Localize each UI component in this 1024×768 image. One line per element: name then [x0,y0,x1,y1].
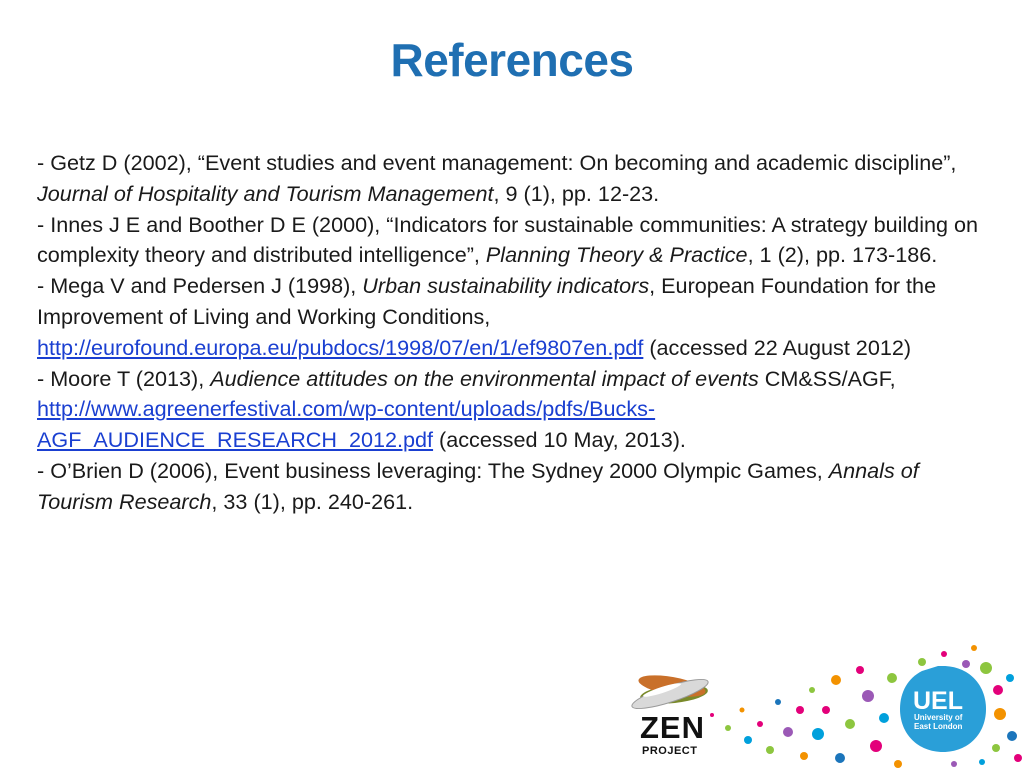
reference-text: , 33 (1), pp. 240-261. [211,488,414,514]
reference-title-italic: Audience attitudes on the environmental impact of events [210,365,759,391]
reference-journal: Journal of Hospitality and Tourism Management [37,180,494,206]
reference-item-mega [37,271,992,363]
reference-text: CM&SS/AGF, [758,365,896,391]
reference-text: (accessed 22 August 2012) [643,334,912,360]
reference-text: , 1 (2), pp. 173-186. [747,242,938,268]
reference-text: - Getz D (2002), “Event studies and event management: On becoming and academic discipline”, [37,150,957,175]
uel-logo-tagline: University of East London [914,713,963,731]
reference-link-agreenerfestival[interactable]: http://www.agreenerfestival.com/wp-content/uploads/pdfs/Bucks-AGF_AUDIENCE_RESEARCH_2012.pdf [37,396,656,453]
slide-title: References [390,34,634,86]
reference-item-moore [37,364,992,456]
uel-logo-text: UEL [913,687,963,715]
reference-text: (accessed 10 May, 2013). [433,427,686,453]
reference-text: , 9 (1), pp. 12-23. [493,180,660,206]
reference-journal: Planning Theory & Practice [485,242,748,268]
reference-link-eurofound[interactable]: http://eurofound.europa.eu/pubdocs/1998/07/en/1/ef9807en.pdf [37,334,644,360]
reference-text: - Mega V and Pedersen J (1998), [37,273,363,299]
reference-title-italic: Urban sustainability indicators [362,273,650,299]
zen-logo-text: ZEN [640,710,705,745]
zen-logo-tagline: PROJECT [642,745,698,757]
reference-item-getz [37,148,992,210]
reference-text: - O’Brien D (2006), Event business leveraging: The Sydney 2000 Olympic Games, [37,457,829,483]
reference-text: , European Foundation for the Improvement of Living and Working Conditions, [37,273,937,329]
reference-item-obrien [37,456,992,518]
reference-list [37,148,992,518]
reference-item-innes [37,210,992,272]
reference-text: - Innes J E and Boother D E (2000), “Indicators for sustainable communities: A strategy building on complexity theory and distributed intelligence”, [37,211,979,268]
reference-text: - Moore T (2013), [37,365,211,391]
reference-journal: Annals of Tourism Research [37,457,919,514]
